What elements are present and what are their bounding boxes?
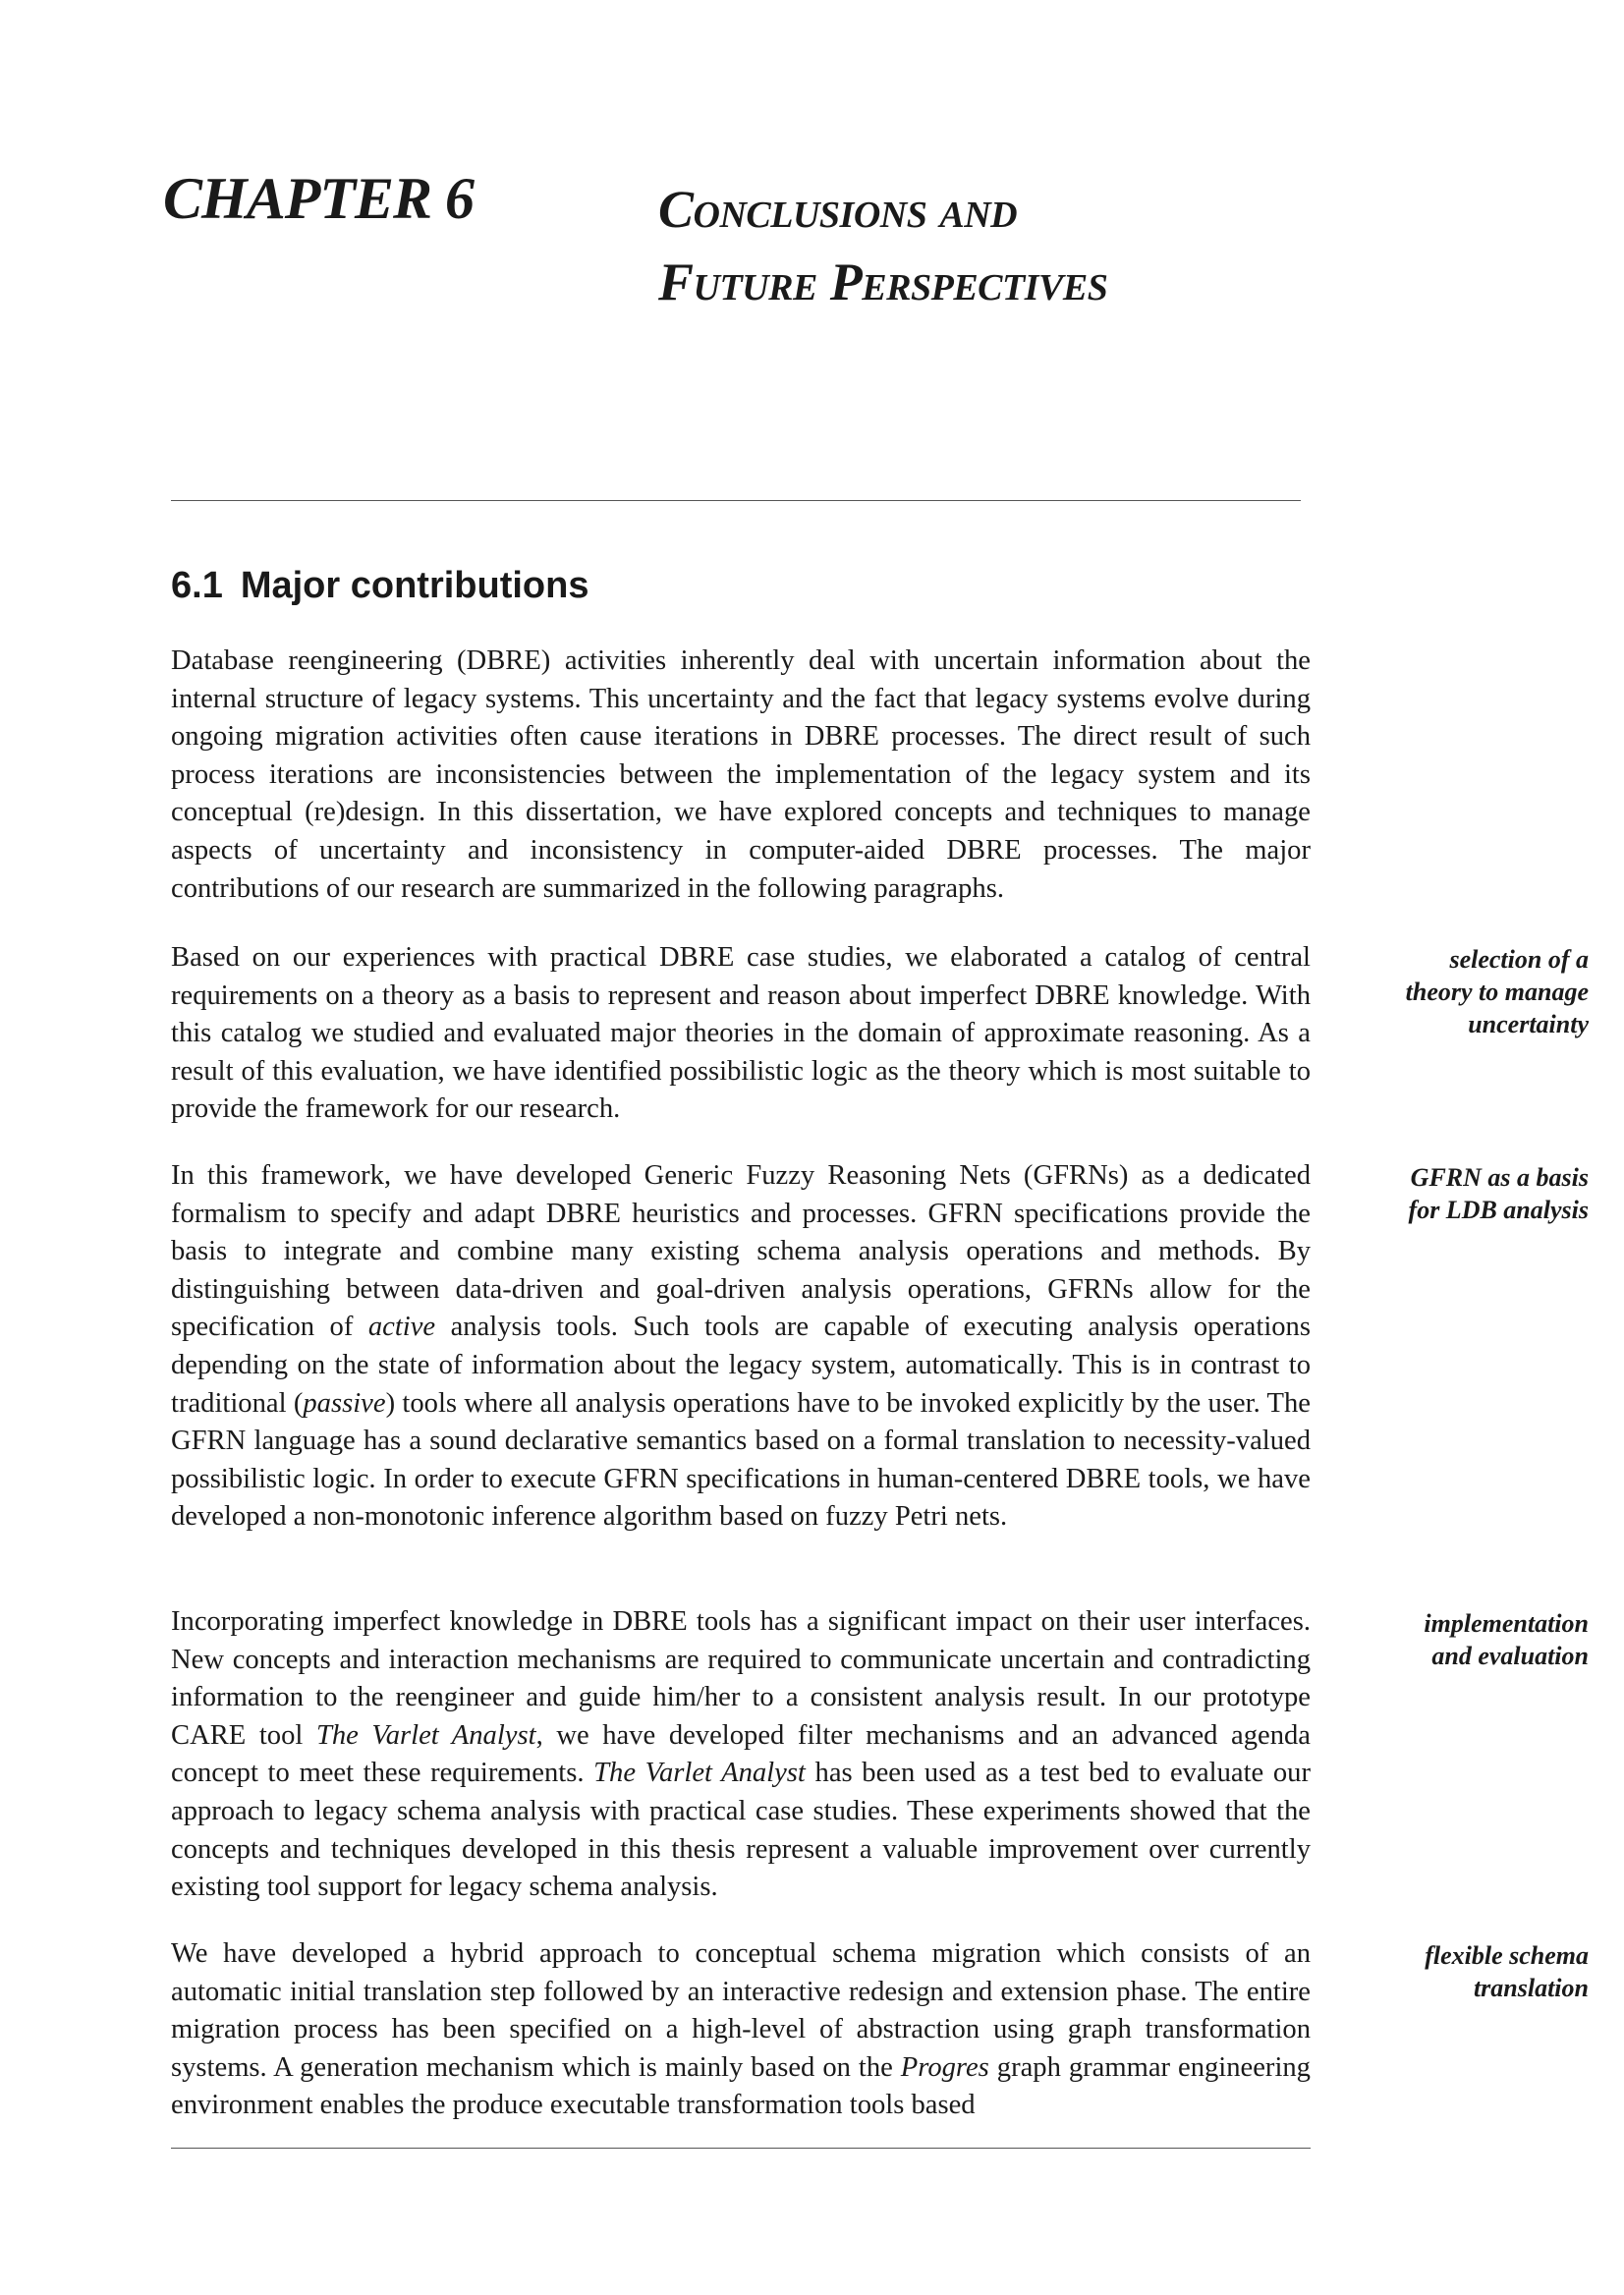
section-number: 6.1: [171, 565, 223, 606]
chapter-label: CHAPTER 6: [163, 166, 475, 231]
chapter-title-line-1: Conclusions and: [658, 180, 1018, 239]
margin-note-line: and evaluation: [1431, 1642, 1589, 1670]
emphasis-tool-name: The Varlet Analyst: [315, 1719, 536, 1751]
section-title: Major contributions: [240, 565, 589, 606]
text-run: analysis tools. Such tools are capable of executing analysis operations depending on the state of information about the legacy system, automatically. This is in contrast to traditional (: [171, 1312, 1311, 1419]
margin-note-line: GFRN as a basis: [1410, 1163, 1589, 1192]
chapter-title-line-2: Future Perspectives: [658, 252, 1108, 311]
margin-note-line: flexible schema: [1425, 1941, 1589, 1970]
margin-note-gfrn: [1353, 1161, 1589, 1226]
emphasis-tool-name: The Varlet Analyst: [593, 1758, 806, 1789]
text-run: We have developed a hybrid approach to conceptual schema migration which consists of an automatic initial translation step followed by an interactive redesign and extension phase. The entire migration process has been specified on a high-level of abstraction using graph transformation systems. A generation mechanism which is mainly based on the: [171, 1938, 1311, 2083]
text-run: ) tools where all analysis operations have to be invoked explicitly by the user. The GFRN language has a sound declarative semantics based on a formal translation to necessity-valued possibilistic logic. In order to execute GFRN specifications in human-centered DBRE tools, we have developed a non-monotonic inference algorithm based on fuzzy Petri nets.: [171, 1387, 1311, 1533]
emphasis-progres: Progres: [900, 2051, 989, 2083]
paragraph-theory-selection: Based on our experiences with practical DBRE case studies, we elaborated a catalog of central requirements on a theory as a basis to represent and reason about imperfect DBRE knowledge. With this catalog we studied and evaluated major theories in the domain of approximate reasoning. As a result of this evaluation, we have identified possibilistic logic as the theory which is most suitable to provide the framework for our research.: [171, 942, 1311, 1125]
text-run: graph grammar engineering environment enables the produce executable transformation tools based: [171, 2051, 1311, 2121]
margin-note-line: uncertainty: [1468, 1010, 1589, 1038]
margin-note-line: selection of a: [1449, 945, 1589, 974]
paragraph-gfrn: [171, 1157, 1311, 1537]
text-run: Incorporating imperfect knowledge in DBRE tools has a significant impact on their user interfaces. New concepts and interaction mechanisms are required to communicate uncertain and contradicting information to the reengineer and guide him/her to a consistent analysis result. In our prototype CARE tool: [171, 1606, 1311, 1751]
margin-note-line: for LDB analysis: [1408, 1196, 1589, 1224]
text-run: , we have developed filter mechanisms and an advanced agenda concept to meet these requirements.: [171, 1719, 1311, 1789]
chapter-title: [658, 173, 1107, 318]
margin-note-implementation: [1353, 1607, 1589, 1672]
margin-note-theory-selection: [1353, 943, 1589, 1040]
section-heading: [171, 565, 588, 607]
emphasis-passive: passive: [303, 1387, 386, 1419]
chapter-divider: [171, 500, 1301, 501]
page-footer-rule: [171, 2148, 1311, 2149]
text-run: has been used as a test bed to evaluate our approach to legacy schema analysis with practical case studies. These experiments showed that the concepts and techniques developed in this thesis represent a valuable improvement over currently existing tool support for legacy schema analysis.: [171, 1758, 1311, 1903]
emphasis-active: active: [367, 1312, 436, 1343]
margin-note-schema-translation: [1353, 1939, 1589, 2004]
paragraph-intro: Database reengineering (DBRE) activities inherently deal with uncertain information about the internal structure of legacy systems. This uncertainty and the fact that legacy systems evolve during ongoing migration activities often cause iterations in DBRE processes. The direct result of such process iterations are inconsistencies between the implementation of the legacy system and its conceptual (re)design. In this dissertation, we have explored concepts and techniques to manage aspects of uncertainty and inconsistency in computer-aided DBRE processes. The major contributions of our research are summarized in the following paragraphs.: [171, 645, 1311, 904]
margin-note-line: theory to manage: [1405, 978, 1589, 1006]
paragraph-implementation: [171, 1603, 1311, 1907]
margin-note-line: translation: [1473, 1974, 1589, 2002]
paragraph-schema-migration: [171, 1935, 1311, 2125]
margin-note-line: implementation: [1424, 1609, 1589, 1638]
text-run: In this framework, we have developed Generic Fuzzy Reasoning Nets (GFRNs) as a dedicated formalism to specify and adapt DBRE heuristics and processes. GFRN specifications provide the basis to integrate and combine many existing schema analysis operations and methods. By distinguishing between data-driven and goal-driven analysis operations, GFRNs allow for the specification of: [171, 1160, 1311, 1343]
